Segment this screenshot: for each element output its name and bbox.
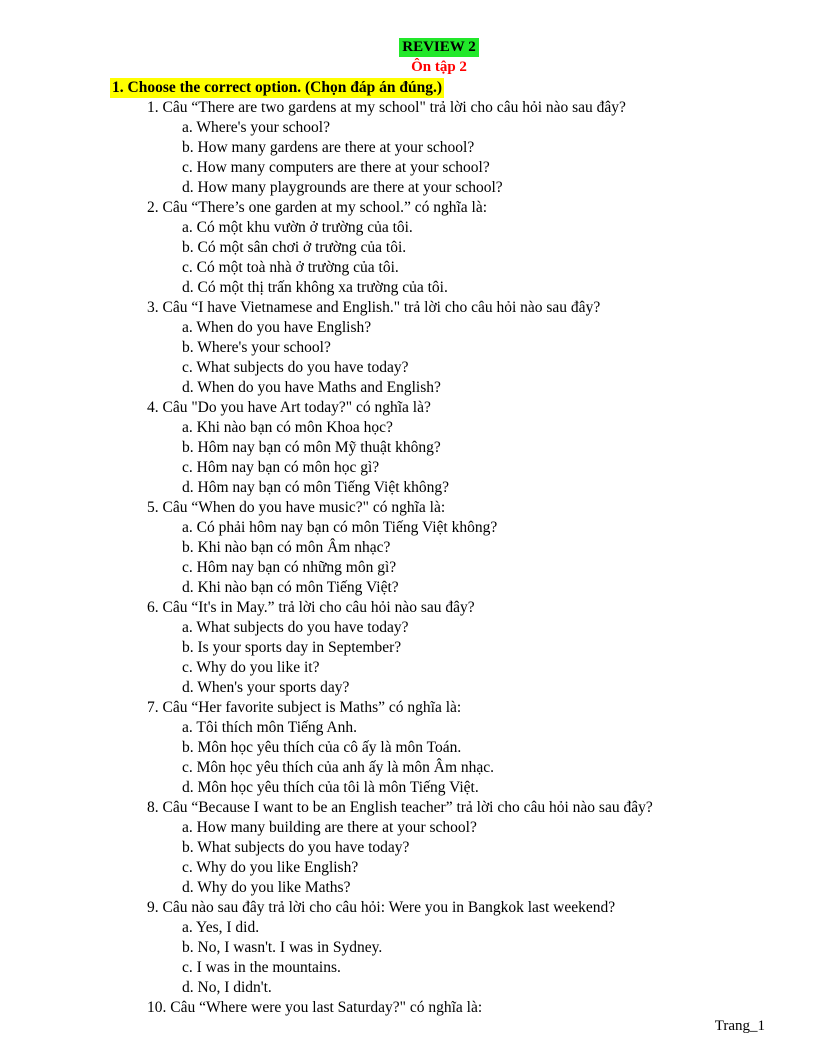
answer-option: a. Có phải hôm nay bạn có môn Tiếng Việt không? xyxy=(182,519,498,536)
answer-option: c. How many computers are there at your school? xyxy=(182,159,490,176)
page-subtitle: Ôn tập 2 xyxy=(411,59,467,75)
answer-option: a. Khi nào bạn có môn Khoa học? xyxy=(182,419,393,436)
question-text: 3. Câu “I have Vietnamese and English." trả lời cho câu hỏi nào sau đây? xyxy=(147,299,601,316)
page-title: REVIEW 2 xyxy=(399,38,479,57)
answer-option: b. Where's your school? xyxy=(182,339,331,356)
answer-option: d. Môn học yêu thích của tôi là môn Tiếng Việt. xyxy=(182,779,479,796)
answer-option: c. Môn học yêu thích của anh ấy là môn Âm nhạc. xyxy=(182,759,495,776)
answer-option: c. I was in the mountains. xyxy=(182,959,341,976)
answer-option: b. Hôm nay bạn có môn Mỹ thuật không? xyxy=(182,439,441,456)
answer-option: c. Why do you like it? xyxy=(182,659,320,676)
answer-option: a. Yes, I did. xyxy=(182,919,260,936)
answer-option: a. What subjects do you have today? xyxy=(182,619,409,636)
answer-option: b. What subjects do you have today? xyxy=(182,839,410,856)
question-text: 4. Câu "Do you have Art today?" có nghĩa là? xyxy=(147,399,431,416)
answer-option: c. Why do you like English? xyxy=(182,859,359,876)
answer-option: d. Hôm nay bạn có môn Tiếng Việt không? xyxy=(182,479,450,496)
answer-option: a. Có một khu vườn ở trường của tôi. xyxy=(182,219,413,236)
answer-option: d. No, I didn't. xyxy=(182,979,272,996)
question-text: 10. Câu “Where were you last Saturday?" có nghĩa là: xyxy=(147,999,483,1016)
answer-option: a. How many building are there at your school? xyxy=(182,819,477,836)
answer-option: a. Where's your school? xyxy=(182,119,330,136)
answer-option: b. Khi nào bạn có môn Âm nhạc? xyxy=(182,539,391,556)
answer-option: b. Có một sân chơi ở trường của tôi. xyxy=(182,239,407,256)
question-text: 2. Câu “There’s one garden at my school.” có nghĩa là: xyxy=(147,199,488,216)
answer-option: b. Môn học yêu thích của cô ấy là môn Toán. xyxy=(182,739,462,756)
question-text: 6. Câu “It's in May.” trả lời cho câu hỏi nào sau đây? xyxy=(147,599,475,616)
question-text: 1. Câu “There are two gardens at my school" trả lời cho câu hỏi nào sau đây? xyxy=(147,99,626,116)
answer-option: d. Why do you like Maths? xyxy=(182,879,351,896)
question-text: 9. Câu nào sau đây trả lời cho câu hỏi: Were you in Bangkok last weekend? xyxy=(147,899,616,916)
answer-option: c. What subjects do you have today? xyxy=(182,359,409,376)
answer-option: b. Is your sports day in September? xyxy=(182,639,402,656)
question-text: 5. Câu “When do you have music?" có nghĩa là: xyxy=(147,499,446,516)
answer-option: d. When do you have Maths and English? xyxy=(182,379,441,396)
section-heading: 1. Choose the correct option. (Chọn đáp án đúng.) xyxy=(112,79,442,96)
page-number: Trang_1 xyxy=(714,1018,765,1034)
title-row xyxy=(0,38,816,57)
answer-option: a. Tôi thích môn Tiếng Anh. xyxy=(182,719,357,736)
answer-option: b. How many gardens are there at your school? xyxy=(182,139,475,156)
answer-option: c. Có một toà nhà ở trường của tôi. xyxy=(182,259,399,276)
answer-option: c. Hôm nay bạn có những môn gì? xyxy=(182,559,397,576)
answer-option: d. When's your sports day? xyxy=(182,679,350,696)
answer-option: d. Có một thị trấn không xa trường của tôi. xyxy=(182,279,448,296)
question-text: 8. Câu “Because I want to be an English teacher” trả lời cho câu hỏi nào sau đây? xyxy=(147,799,653,816)
answer-option: a. When do you have English? xyxy=(182,319,372,336)
answer-option: d. Khi nào bạn có môn Tiếng Việt? xyxy=(182,579,399,596)
answer-option: d. How many playgrounds are there at your school? xyxy=(182,179,503,196)
question-text: 7. Câu “Her favorite subject is Maths” có nghĩa là: xyxy=(147,699,462,716)
subtitle-row xyxy=(0,58,816,77)
answer-option: c. Hôm nay bạn có môn học gì? xyxy=(182,459,380,476)
answer-option: b. No, I wasn't. I was in Sydney. xyxy=(182,939,383,956)
question-list xyxy=(147,98,797,1018)
